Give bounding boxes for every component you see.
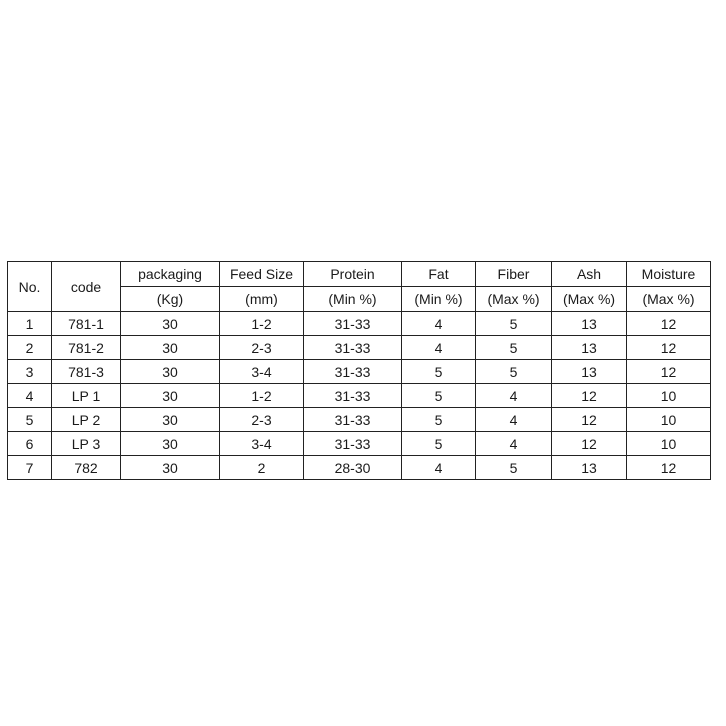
cell-moisture: 10	[627, 384, 711, 408]
header-protein: Protein	[304, 262, 402, 287]
cell-fiber: 5	[476, 456, 552, 480]
header-ash: Ash	[552, 262, 627, 287]
cell-packaging: 30	[121, 336, 220, 360]
cell-feed-size: 3-4	[220, 432, 304, 456]
cell-ash: 12	[552, 384, 627, 408]
table-row	[8, 432, 711, 456]
cell-code: LP 3	[52, 432, 121, 456]
cell-feed-size: 3-4	[220, 360, 304, 384]
cell-feed-size: 1-2	[220, 384, 304, 408]
cell-no: 4	[8, 384, 52, 408]
cell-feed-size: 1-2	[220, 312, 304, 336]
cell-code: LP 1	[52, 384, 121, 408]
cell-fiber: 4	[476, 408, 552, 432]
cell-fat: 5	[402, 360, 476, 384]
cell-protein: 31-33	[304, 360, 402, 384]
cell-no: 2	[8, 336, 52, 360]
cell-fiber: 4	[476, 384, 552, 408]
cell-ash: 12	[552, 408, 627, 432]
cell-moisture: 10	[627, 408, 711, 432]
table-body	[8, 262, 711, 480]
cell-code: 781-3	[52, 360, 121, 384]
cell-moisture: 10	[627, 432, 711, 456]
header-fat-unit: (Min %)	[402, 287, 476, 312]
cell-ash: 13	[552, 336, 627, 360]
table-row	[8, 312, 711, 336]
header-ash-unit: (Max %)	[552, 287, 627, 312]
header-feed-size-unit: (mm)	[220, 287, 304, 312]
cell-code: 781-2	[52, 336, 121, 360]
table-row	[8, 384, 711, 408]
cell-fat: 5	[402, 408, 476, 432]
cell-packaging: 30	[121, 384, 220, 408]
table-row	[8, 360, 711, 384]
cell-ash: 13	[552, 312, 627, 336]
header-row-titles	[8, 262, 711, 287]
cell-feed-size: 2-3	[220, 336, 304, 360]
cell-no: 1	[8, 312, 52, 336]
cell-no: 7	[8, 456, 52, 480]
cell-no: 5	[8, 408, 52, 432]
cell-code: 782	[52, 456, 121, 480]
cell-no: 6	[8, 432, 52, 456]
cell-feed-size: 2-3	[220, 408, 304, 432]
header-fat: Fat	[402, 262, 476, 287]
cell-fiber: 5	[476, 360, 552, 384]
cell-moisture: 12	[627, 336, 711, 360]
cell-fat: 4	[402, 456, 476, 480]
cell-protein: 31-33	[304, 432, 402, 456]
cell-packaging: 30	[121, 432, 220, 456]
header-feed-size: Feed Size	[220, 262, 304, 287]
cell-packaging: 30	[121, 360, 220, 384]
cell-protein: 31-33	[304, 408, 402, 432]
cell-protein: 31-33	[304, 384, 402, 408]
cell-moisture: 12	[627, 312, 711, 336]
cell-fiber: 5	[476, 312, 552, 336]
cell-fat: 4	[402, 336, 476, 360]
cell-fiber: 4	[476, 432, 552, 456]
cell-packaging: 30	[121, 408, 220, 432]
header-fiber: Fiber	[476, 262, 552, 287]
cell-fat: 5	[402, 432, 476, 456]
cell-protein: 31-33	[304, 312, 402, 336]
cell-no: 3	[8, 360, 52, 384]
cell-ash: 12	[552, 432, 627, 456]
cell-moisture: 12	[627, 360, 711, 384]
table-row	[8, 456, 711, 480]
cell-ash: 13	[552, 456, 627, 480]
cell-fat: 4	[402, 312, 476, 336]
header-fiber-unit: (Max %)	[476, 287, 552, 312]
table-row	[8, 336, 711, 360]
header-packaging: packaging	[121, 262, 220, 287]
header-moisture-unit: (Max %)	[627, 287, 711, 312]
cell-code: LP 2	[52, 408, 121, 432]
header-packaging-unit: (Kg)	[121, 287, 220, 312]
header-no: No.	[8, 262, 52, 312]
table-row	[8, 408, 711, 432]
header-code: code	[52, 262, 121, 312]
cell-protein: 31-33	[304, 336, 402, 360]
cell-feed-size: 2	[220, 456, 304, 480]
cell-packaging: 30	[121, 312, 220, 336]
feed-spec-table	[7, 261, 711, 480]
cell-packaging: 30	[121, 456, 220, 480]
cell-code: 781-1	[52, 312, 121, 336]
cell-ash: 13	[552, 360, 627, 384]
header-moisture: Moisture	[627, 262, 711, 287]
cell-protein: 28-30	[304, 456, 402, 480]
cell-fiber: 5	[476, 336, 552, 360]
cell-moisture: 12	[627, 456, 711, 480]
header-protein-unit: (Min %)	[304, 287, 402, 312]
cell-fat: 5	[402, 384, 476, 408]
